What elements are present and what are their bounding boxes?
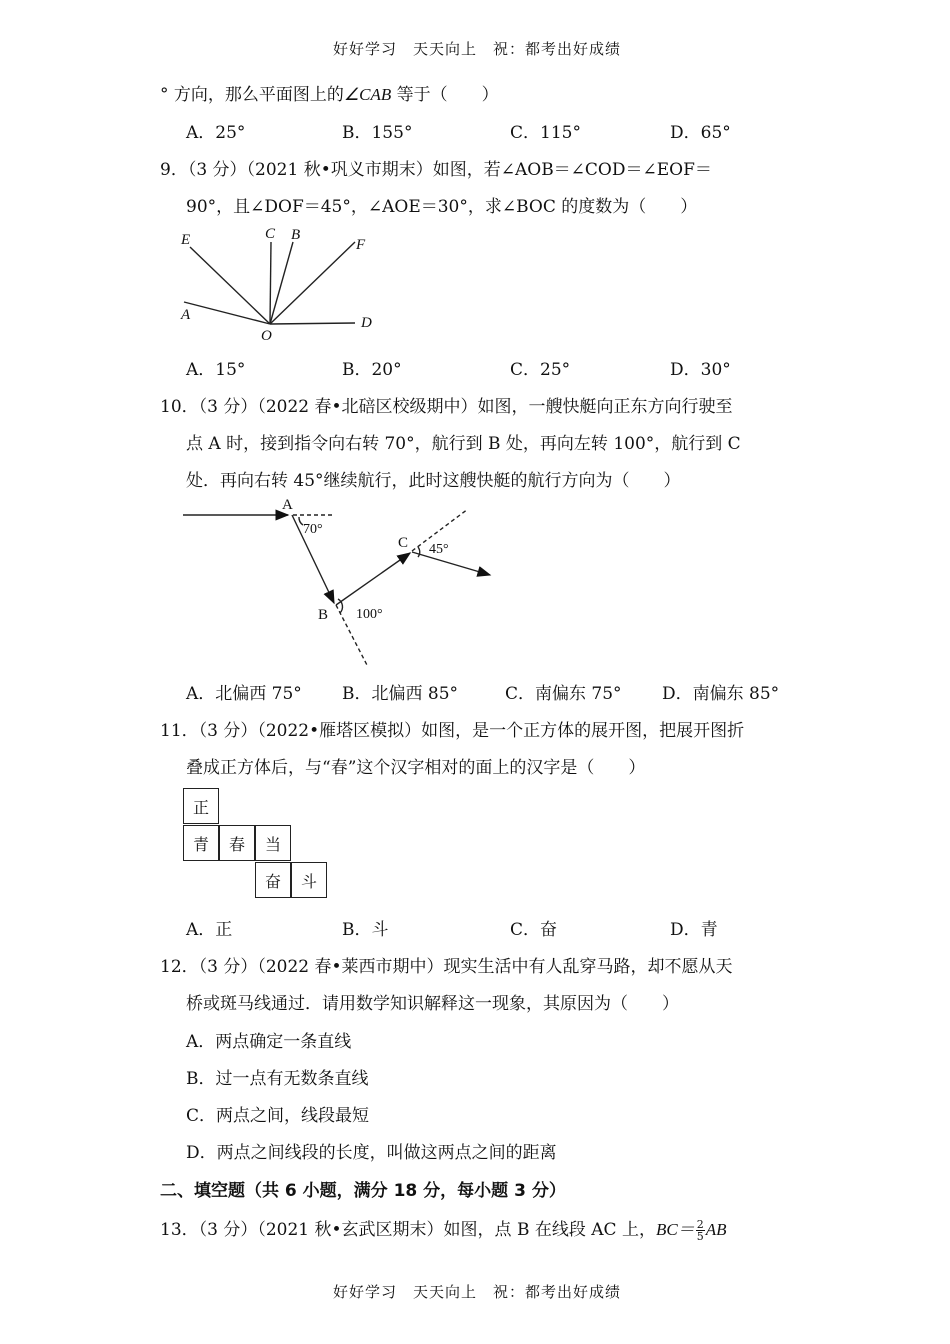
label-a: A — [181, 307, 191, 323]
page-footer: 好好学习 天天向上 祝：都考出好成绩 — [333, 1283, 622, 1301]
section-title-fill-in: 二、填空题（共 6 小题，满分 18 分，每小题 3 分） — [160, 1181, 566, 1201]
q8-angle: ∠CAB — [343, 85, 392, 104]
label-point-c: C — [398, 535, 409, 551]
net-face-chun: 春 — [219, 825, 255, 861]
q12-line2: 桥或斑马线通过．请用数学知识解释这一现象，其原因为（ ） — [186, 994, 679, 1014]
label-point-a: A — [282, 497, 293, 513]
ray-oa — [184, 302, 270, 324]
label-e: E — [181, 232, 191, 248]
label-d: D — [361, 315, 372, 331]
path-b-to-c — [336, 553, 410, 605]
q9-option-c: C．25° — [510, 360, 571, 380]
net-face-zheng: 正 — [183, 788, 219, 824]
q11-option-b: B．斗 — [342, 920, 389, 940]
q10-option-a: A．北偏西 75° — [186, 684, 302, 704]
ray-od — [270, 323, 355, 324]
q10-option-b: B．北偏西 85° — [342, 684, 459, 704]
label-b: B — [291, 227, 301, 243]
q11-line1: 11．（3 分）（2022•雁塔区模拟）如图，是一个正方体的展开图，把展开图折 — [160, 721, 745, 741]
q9-option-d: D．30° — [670, 360, 731, 380]
q10-option-d: D．南偏东 85° — [662, 684, 780, 704]
q13-formula-post: AB — [705, 1220, 727, 1239]
q13-stem — [160, 1215, 726, 1242]
q12-option-a: A．两点确定一条直线 — [186, 1032, 352, 1052]
q10-line3: 处．再向右转 45°继续航行，此时这艘快艇的航行方向为（ ） — [186, 471, 681, 491]
q9-line2: 90°，且∠DOF＝45°，∠AOE＝30°，求∠BOC 的度数为（ ） — [186, 197, 698, 217]
q10-route-figure — [178, 495, 508, 675]
angle-arc-c — [418, 547, 420, 557]
q10-line1: 10．（3 分）（2022 春•北碚区校级期中）如图，一艘快艇向正东方向行驶至 — [160, 397, 733, 417]
q8-text-pre: ° 方向，那么平面图上的 — [160, 85, 344, 105]
q12-option-d: D．两点之间线段的长度，叫做这两点之间的距离 — [186, 1143, 557, 1163]
q11-option-d: D．青 — [670, 920, 718, 940]
q13-text: 13．（3 分）（2021 秋•玄武区期末）如图，点 B 在线段 AC 上， — [160, 1220, 656, 1240]
ray-of — [270, 242, 355, 324]
q8-option-d: D．65° — [670, 123, 731, 143]
label-c: C — [265, 226, 276, 242]
net-face-dou: 斗 — [291, 862, 327, 898]
label-angle-b: 100° — [356, 607, 383, 622]
ray-oe — [190, 247, 270, 324]
q9-option-a: A．15° — [186, 360, 246, 380]
q12-line1: 12．（3 分）（2022 春•莱西市期中）现实生活中有人乱穿马路，却不愿从天 — [160, 957, 733, 977]
ray-ob — [270, 242, 293, 324]
q12-option-c: C．两点之间，线段最短 — [186, 1106, 370, 1126]
fraction-denominator: 5 — [696, 1230, 704, 1243]
q8-option-c: C．115° — [510, 123, 581, 143]
net-face-dang: 当 — [255, 825, 291, 861]
ray-oc — [270, 242, 271, 324]
q13-formula-pre: BC＝ — [655, 1220, 695, 1239]
q11-option-a: A．正 — [186, 920, 233, 940]
q12-option-b: B．过一点有无数条直线 — [186, 1069, 369, 1089]
q11-option-c: C．奋 — [510, 920, 558, 940]
cube-net — [183, 788, 333, 900]
label-angle-a: 70° — [303, 522, 323, 537]
label-angle-c: 45° — [429, 542, 449, 557]
q8-option-b: B．155° — [342, 123, 413, 143]
q8-stem-tail — [160, 80, 499, 105]
q13-fraction — [696, 1219, 705, 1242]
label-f: F — [356, 237, 366, 253]
fraction-numerator: 2 — [696, 1218, 704, 1231]
label-o: O — [261, 328, 272, 344]
q10-option-c: C．南偏东 75° — [505, 684, 622, 704]
q11-line2: 叠成正方体后，与“春”这个汉字相对的面上的汉字是（ ） — [186, 758, 646, 778]
net-face-qing: 青 — [183, 825, 219, 861]
page-header: 好好学习 天天向上 祝：都考出好成绩 — [333, 40, 622, 58]
q9-angle-figure — [170, 222, 390, 352]
label-point-b: B — [318, 607, 329, 623]
q8-text-post: 等于（ ） — [391, 85, 499, 105]
q9-line1: 9．（3 分）（2021 秋•巩义市期末）如图，若∠AOB＝∠COD＝∠EOF＝ — [160, 160, 712, 180]
q9-option-b: B．20° — [342, 360, 402, 380]
q10-line2: 点 A 时，接到指令向右转 70°，航行到 B 处，再向左转 100°，航行到 C — [186, 434, 741, 454]
path-c-onward — [412, 552, 490, 575]
q8-option-a: A．25° — [186, 123, 246, 143]
net-face-fen: 奋 — [255, 862, 291, 898]
